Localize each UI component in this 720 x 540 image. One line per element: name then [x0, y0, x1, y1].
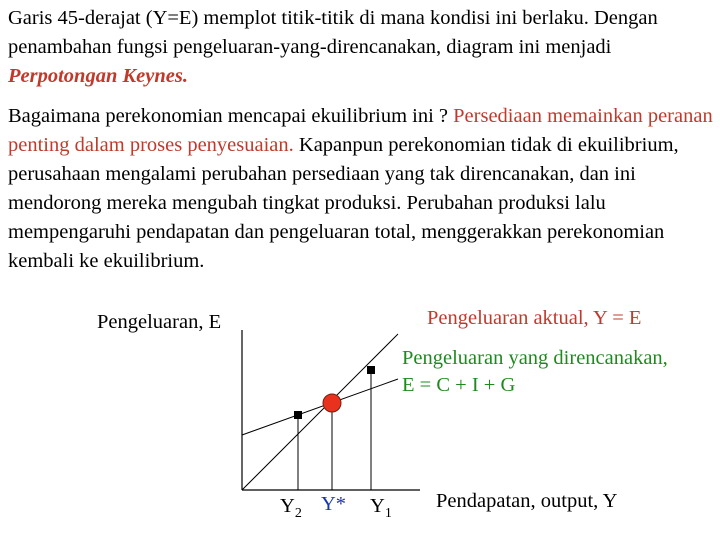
planned-expenditure-label	[402, 345, 668, 399]
y2-tick-label: $Y_2$	[280, 495, 302, 522]
x-axis-label: Pendapatan, output, Y	[436, 490, 618, 512]
inventory-statement: Persediaan memainkan peranan penting dalam proses penyesuaian.	[8, 105, 713, 156]
y-axis-label: Pengeluaran, E	[97, 311, 222, 333]
planned-expenditure-label-line1: Pengeluaran yang direncanakan,	[402, 347, 668, 369]
adjustment-question: Bagaimana perekonomian mencapai ekuilibrium ini ?	[8, 105, 454, 127]
actual-expenditure-label: Pengeluaran aktual, Y = E	[427, 307, 642, 329]
ystar-tick-label: Y*	[321, 493, 347, 515]
planned-expenditure-label-line2: E = C + I + G	[402, 374, 516, 396]
y1-point	[367, 366, 375, 374]
adjustment-explanation: Kapanpun perekonomian tidak di ekuilibrium, perusahaan mengalami perubahan persediaan yang tak direncanakan, dan ini mendorong mereka mengubah tingkat produksi. Perubahan produksi lalu mempengaruhi pendapatan dan pengeluaran total, menggerakkan perekonomian kembali ke ekuilibrium.	[8, 134, 679, 272]
equilibrium-point	[323, 394, 341, 412]
y2-point	[294, 411, 302, 419]
planned-expenditure-line	[242, 379, 398, 435]
keynesian-cross-term: Perpotongan Keynes.	[8, 65, 188, 87]
y1-tick-label: $Y_1$	[370, 495, 392, 522]
actual-expenditure-line	[242, 334, 398, 490]
intro-text: Garis 45-derajat (Y=E) memplot titik-titik di mana kondisi ini berlaku. Dengan penambahan fungsi pengeluaran-yang-direncanakan, diagram ini menjadi	[8, 7, 658, 58]
